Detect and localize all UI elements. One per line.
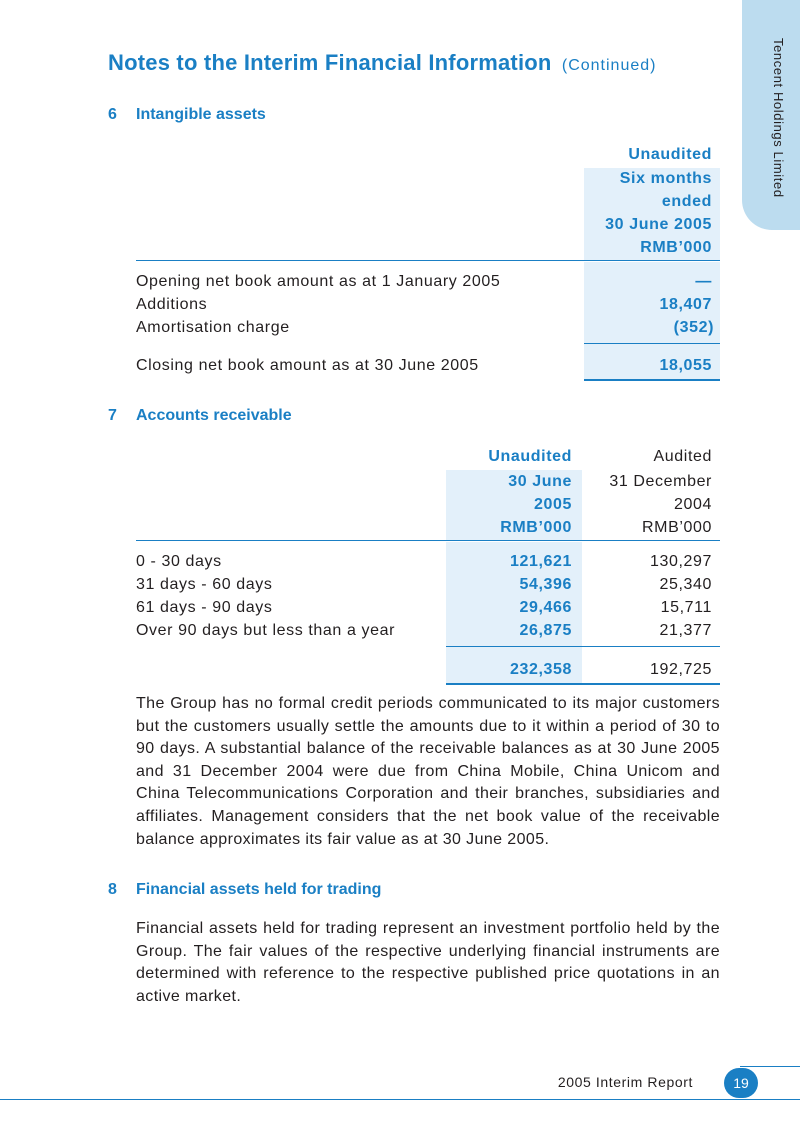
s8-paragraph: Financial assets held for trading represent an investment portfolio held by the Group. The fair values of the respective underlying financial instruments are determined with reference to the respective published price quotations in an active market. [136,920,720,1005]
title-continued: (Continued) [561,57,657,74]
s7-row-label: Over 90 days but less than a year [136,622,396,639]
company-name: Tencent Holdings Limited [771,38,786,198]
s7-col1-header-date: 30 June [508,473,572,490]
s6-row-value: (352) [673,319,714,336]
s7-row-value-2004: 15,711 [660,599,712,616]
s7-row-value-2005: 121,621 [509,553,572,570]
s7-col2-header-audit: Audited [653,448,712,465]
s7-row-value-2005: 29,466 [519,599,572,616]
footer-rule [0,1099,800,1100]
section-7-title: Accounts receivable [136,407,292,424]
s7-col1-header-unit: RMB’000 [500,519,572,536]
s7-paragraph: The Group has no formal credit periods communicated to its major customers but the customers usually settle the amounts due to it within a period of 30 to 90 days. A substantial balance of the receivable balances as at 30 June 2005 and 31 December 2004 were due from China Mobile, China Unicom and China Telecommunications Corporation and their branches, subsidiaries and affiliates. Management considers that the net book value of the receivable balance approximates its fair value as at 30 June 2005. [136,695,720,848]
s6-header-rule [136,260,720,261]
s7-row-value-2004: 130,297 [649,553,712,570]
s6-subtotal-rule [584,343,720,344]
s6-total-value: 18,055 [659,357,712,374]
s7-row-label: 0 - 30 days [136,553,222,570]
s7-row-label: 61 days - 90 days [136,599,273,616]
s7-row-value-2005: 54,396 [519,576,572,593]
s7-row-value-2004: 21,377 [659,622,712,639]
footer-accent-rule [740,1066,800,1067]
s6-header-ended: ended [661,193,712,210]
page-number: 19 [724,1068,758,1098]
footer-report-title: 2005 Interim Report [557,1074,693,1090]
s7-subtotal-rule [446,646,720,647]
s7-row-value-2005: 26,875 [519,622,572,639]
s7-col1-header-year: 2005 [534,496,572,513]
s6-header-unaudited: Unaudited [628,146,712,163]
s6-header-date: 30 June 2005 [605,216,712,233]
s6-total-label: Closing net book amount as at 30 June 2005 [136,357,479,374]
s6-total-rule [584,379,720,381]
s7-total-rule [446,683,720,685]
section-6-number: 6 [108,106,117,123]
s7-row-label: 31 days - 60 days [136,576,273,593]
page-title [108,50,656,76]
section-7-number: 7 [108,407,117,424]
title-main: Notes to the Interim Financial Information [108,50,552,75]
section-8-title: Financial assets held for trading [136,881,382,898]
s6-row-value: — [695,273,712,290]
s7-col2-header-date: 31 December [609,473,712,490]
s6-header-six-months: Six months [619,170,712,187]
s7-col1-header-audit: Unaudited [488,448,572,465]
s6-header-unit: RMB’000 [640,239,712,256]
s7-total-2005: 232,358 [509,661,572,678]
s6-row-label: Additions [136,296,208,313]
s7-col2-header-year: 2004 [674,496,712,513]
section-6-title: Intangible assets [136,106,266,123]
s7-row-value-2004: 25,340 [659,576,712,593]
s7-col2-header-unit: RMB’000 [641,519,712,536]
s7-header-rule [136,540,720,541]
s6-row-label: Amortisation charge [136,319,290,336]
s7-total-2004: 192,725 [649,661,712,678]
s6-row-label: Opening net book amount as at 1 January 2005 [136,273,501,290]
s6-row-value: 18,407 [659,296,712,313]
section-8-number: 8 [108,881,117,898]
